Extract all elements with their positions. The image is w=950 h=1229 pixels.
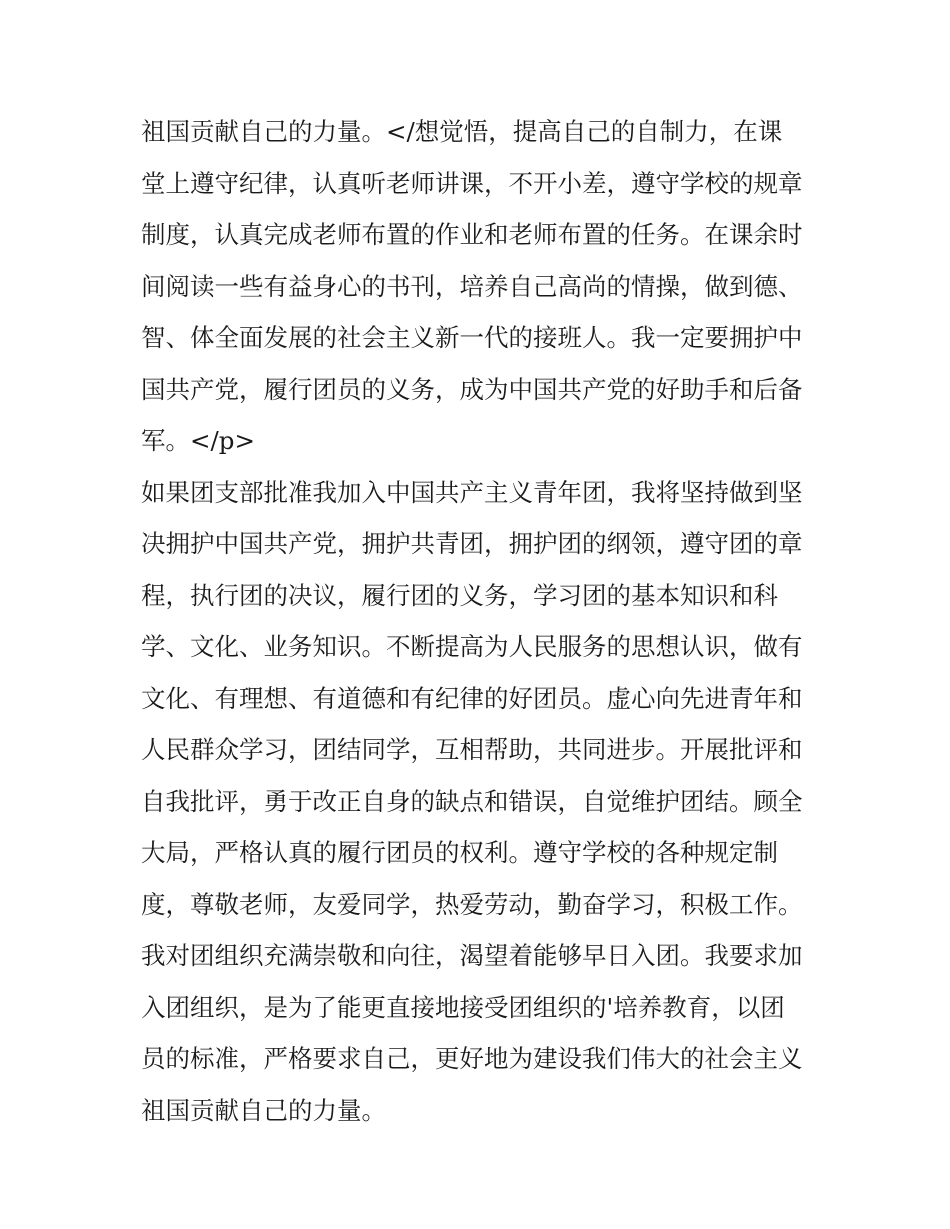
text-line: 决拥护中国共产党，拥护共青团，拥护团的纲领，遵守团的章 <box>141 529 803 558</box>
text-line: 如果团支部批准我加入中国共产主义青年团，我将坚持做到坚 <box>141 477 803 507</box>
text-line: 文化、有理想、有道德和有纪律的好团员。虚心向先进青年和 <box>141 683 803 713</box>
text-line <box>141 1136 821 1188</box>
text-line: 堂上遵守纪律，认真听老师讲课，不开小差，遵守学校的规章 <box>141 168 803 198</box>
document-body <box>141 106 821 1188</box>
text-line: 祖国贡献自己的力量。</想觉悟，提高自己的自制力，在课 <box>141 117 783 146</box>
text-line: 度，尊敬老师，友爱同学，热爱劳动，勤奋学习，积极工作。 <box>141 889 803 919</box>
text-line: 大局，严格认真的履行团员的权利。遵守学校的各种规定制 <box>141 838 778 867</box>
text-line: 程，执行团的决议，履行团的义务，学习团的基本知识和科 <box>141 580 778 610</box>
text-line: 军。</p> <box>141 426 255 455</box>
text-line: 自我批评，勇于改正自身的缺点和错误，自觉维护团结。顾全 <box>141 786 803 816</box>
text-line: 国共产党，履行团员的义务，成为中国共产党的好助手和后备 <box>141 374 803 404</box>
paragraph-2 <box>141 467 821 1188</box>
text-line: 我对团组织充满崇敬和向往，渴望着能够早日入团。我要求加 <box>141 941 803 970</box>
text-line: 制度，认真完成老师布置的作业和老师布置的任务。在课余时 <box>141 220 803 249</box>
text-line: 祖国贡献自己的力量。 <box>141 1095 386 1125</box>
text-line: 间阅读一些有益身心的书刊，培养自己高尚的情操，做到德、 <box>141 271 803 301</box>
text-line: 员的标准，严格要求自己，更好地为建设我们伟大的社会主义 <box>141 1044 803 1073</box>
text-line: 人民群众学习，团结同学，互相帮助，共同进步。开展批评和 <box>141 735 803 764</box>
paragraph-1 <box>141 106 821 467</box>
text-line: 智、体全面发展的社会主义新一代的接班人。我一定要拥护中 <box>141 323 803 352</box>
text-line: 学、文化、业务知识。不断提高为人民服务的思想认识，做有 <box>141 632 803 661</box>
text-line: 入团组织，是为了能更直接地接受团组织的'培养教育，以团 <box>141 992 785 1022</box>
